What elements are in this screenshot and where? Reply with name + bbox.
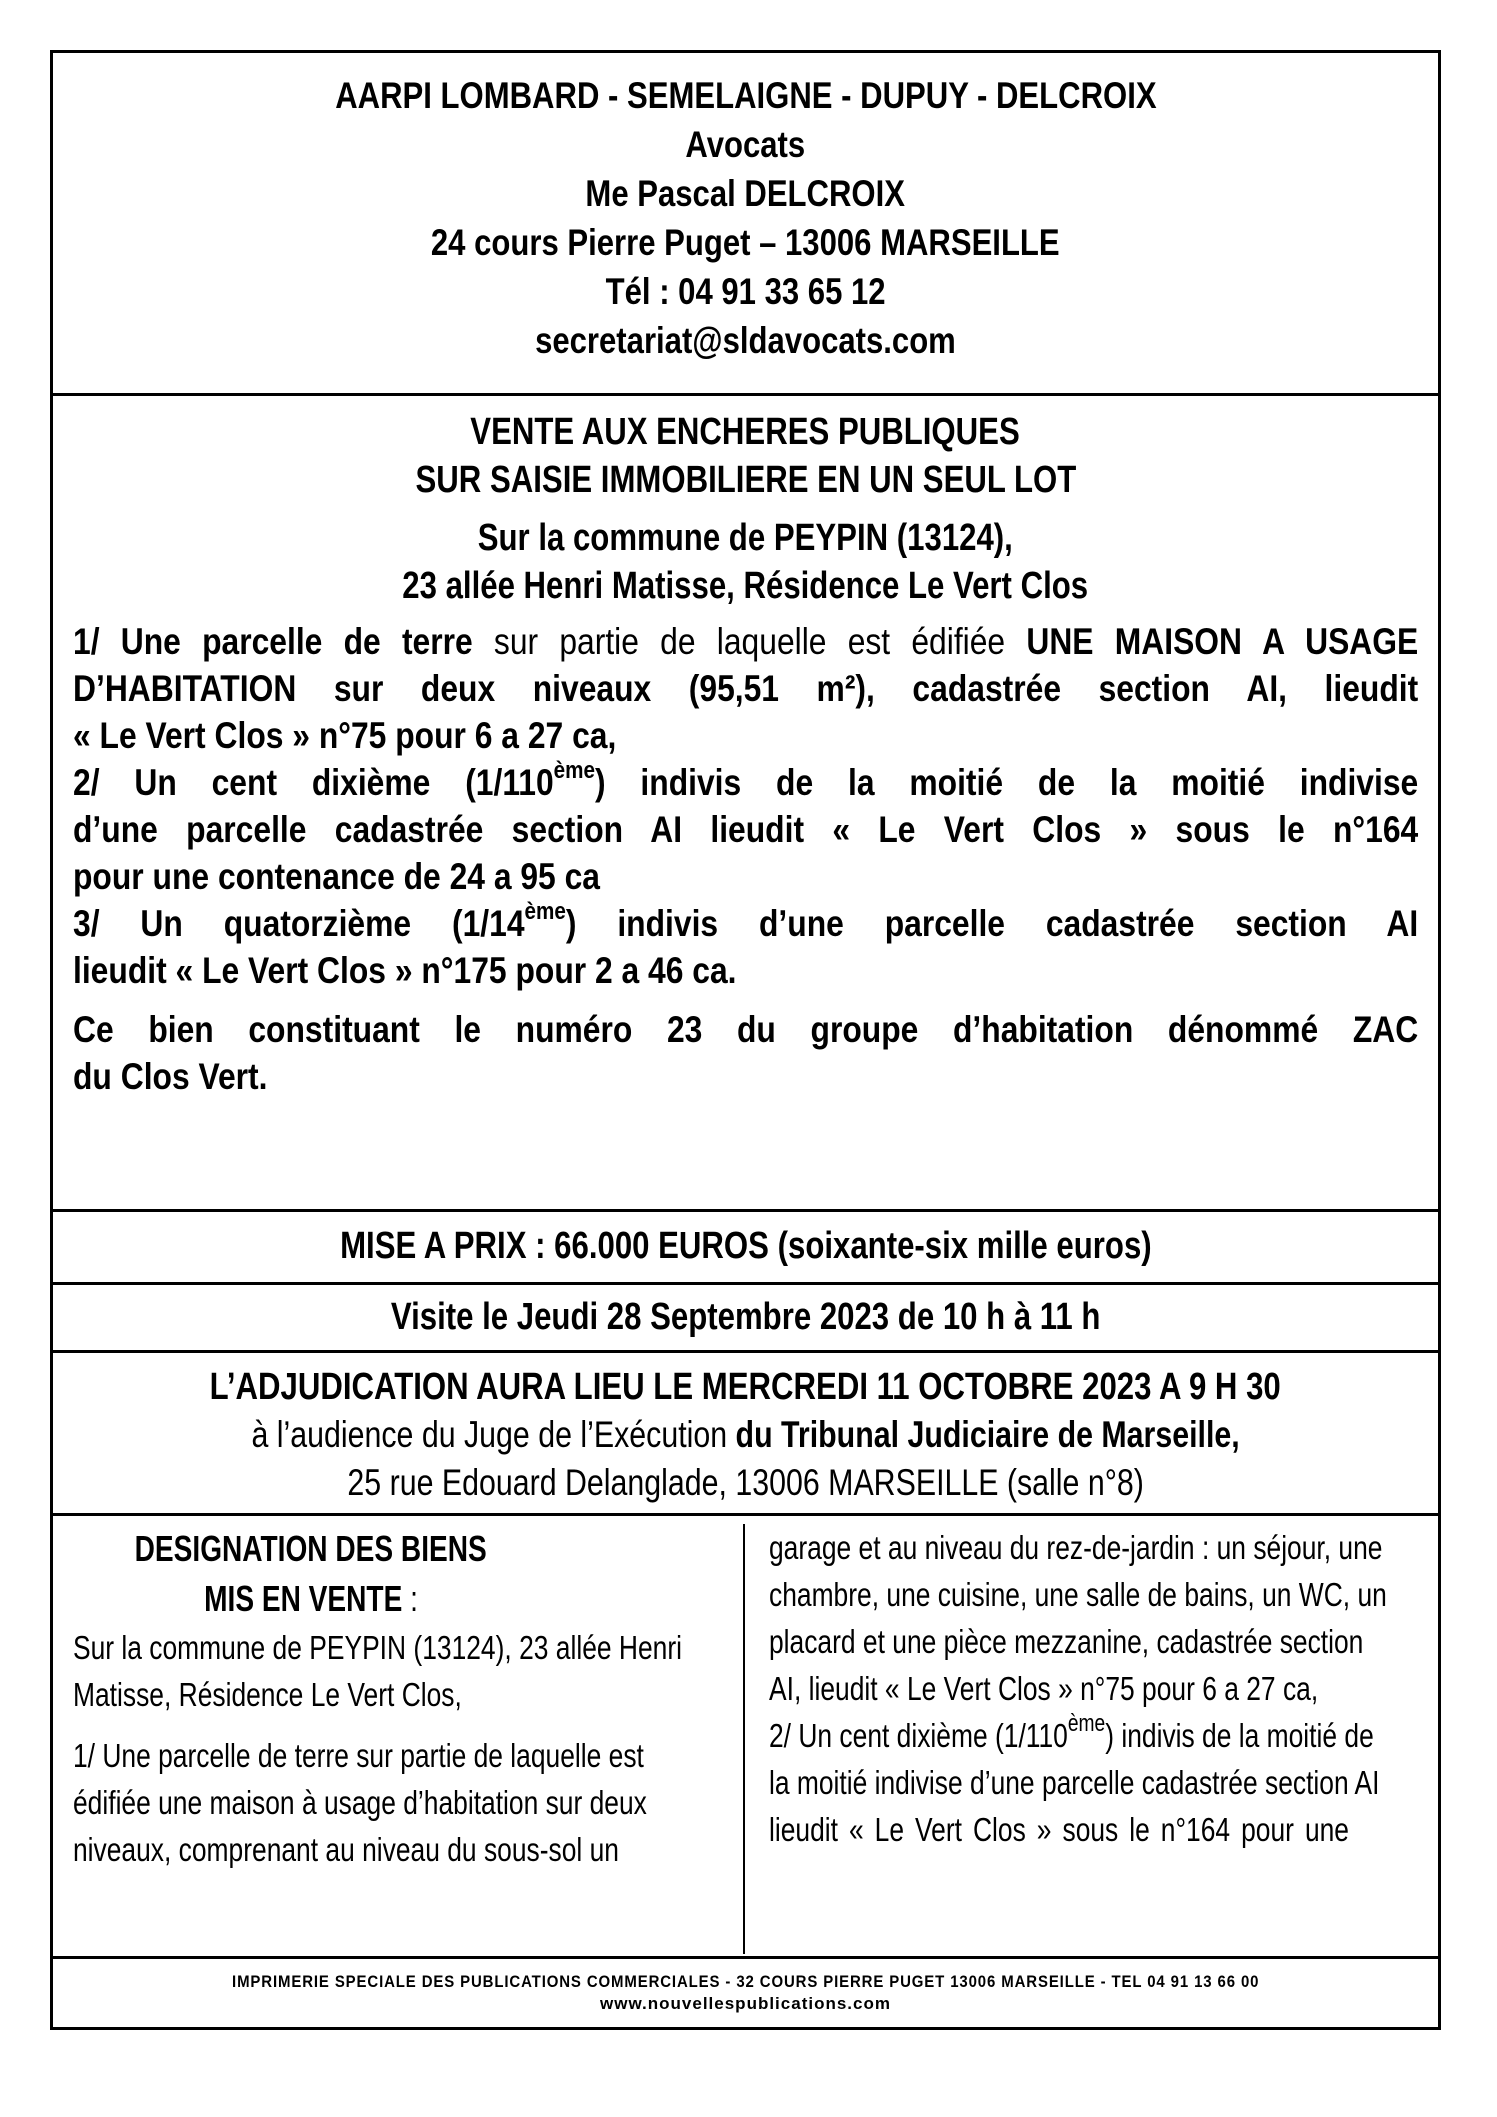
group-line1: Ce bien constituant le numéro 23 du groupe d’habitation dénommé ZAC <box>73 1009 1419 1050</box>
right-line-7: lieudit « Le Vert Clos » sous le n°164 pour une <box>769 1811 1349 1848</box>
designation-left-column <box>73 1524 682 1873</box>
firm-email: secretariat@sldavocats.com <box>535 320 956 361</box>
starting-price <box>53 1212 1438 1282</box>
printer-website[interactable]: www.nouvellespublications.com <box>600 1994 891 2013</box>
legal-notice-frame <box>50 50 1441 2030</box>
designation-right-column <box>769 1524 1387 1853</box>
lot3-line2: lieudit « Le Vert Clos » n°175 pour 2 a 46 ca. <box>73 950 737 991</box>
group-line2: du Clos Vert. <box>73 1056 268 1097</box>
lot2-line1: 2/ Un cent dixième (1/110ème) indivis de la moitié de la moitié indivise <box>73 756 1419 803</box>
lot1-line1: 1/ Une parcelle de terre sur partie de laquelle est édifiée UNE MAISON A USAGE <box>73 621 1419 662</box>
auction-title: L’ADJUDICATION AURA LIEU LE MERCREDI 11 OCTOBRE 2023 A 9 H 30 <box>209 1366 1282 1408</box>
sale-commune: Sur la commune de PEYPIN (13124), <box>477 517 1014 559</box>
right-line-6: la moitié indivise d’une parcelle cadastrée section AI <box>769 1764 1380 1801</box>
left-line-1: Sur la commune de PEYPIN (13124), 23 allée Henri <box>73 1629 682 1666</box>
printer-info: IMPRIMERIE SPECIALE DES PUBLICATIONS COMMERCIALES - 32 COURS PIERRE PUGET 13006 MARSEILLE - TEL 04 91 13 66 00 <box>231 1972 1260 1991</box>
lot3-line1: 3/ Un quatorzième (1/14ème) indivis d’une parcelle cadastrée section AI <box>73 897 1419 944</box>
right-line-2: chambre, une cuisine, une salle de bains, un WC, un <box>769 1576 1387 1613</box>
designation-heading-1: DESIGNATION DES BIENS <box>134 1528 488 1569</box>
firm-phone: Tél : 04 91 33 65 12 <box>605 271 886 312</box>
right-line-4: AI, lieudit « Le Vert Clos » n°75 pour 6 a 27 ca, <box>769 1670 1319 1707</box>
left-line-4: édifiée une maison à usage d’habitation sur deux <box>73 1784 647 1821</box>
property-designation <box>53 1516 1438 1956</box>
lawyer-name: Me Pascal DELCROIX <box>585 173 906 214</box>
lot1-line3: « Le Vert Clos » n°75 pour 6 a 27 ca, <box>73 715 617 756</box>
sale-title-2: SUR SAISIE IMMOBILIERE EN UN SEUL LOT <box>415 459 1076 501</box>
auction-address: 25 rue Edouard Delanglade, 13006 MARSEILLE (salle n°8) <box>347 1462 1144 1503</box>
right-line-3: placard et une pièce mezzanine, cadastrée section <box>769 1623 1364 1660</box>
sale-announcement <box>53 396 1438 1209</box>
sale-title-1: VENTE AUX ENCHERES PUBLIQUES <box>470 411 1021 453</box>
designation-heading-2: MIS EN VENTE : <box>204 1578 418 1619</box>
auction-court: à l’audience du Juge de l’Exécution du Tribunal Judiciaire de Marseille, <box>251 1414 1240 1455</box>
printer-footer <box>53 1959 1438 2033</box>
lot2-line2: d’une parcelle cadastrée section AI lieudit « Le Vert Clos » sous le n°164 <box>73 809 1419 850</box>
visit-text: Visite le Jeudi 28 Septembre 2023 de 10 h à 11 h <box>390 1296 1101 1338</box>
sale-street: 23 allée Henri Matisse, Résidence Le Vert Clos <box>402 565 1089 607</box>
right-line-5: 2/ Un cent dixième (1/110ème) indivis de la moitié de <box>769 1710 1374 1754</box>
visit-info <box>53 1285 1438 1350</box>
lot1-line2: D’HABITATION sur deux niveaux (95,51 m²), cadastrée section AI, lieudit <box>73 668 1419 709</box>
law-firm-header <box>53 53 1438 393</box>
lots-description <box>73 618 1418 1100</box>
firm-name: AARPI LOMBARD - SEMELAIGNE - DUPUY - DELCROIX <box>334 75 1157 116</box>
firm-address: 24 cours Pierre Puget – 13006 MARSEILLE <box>431 222 1060 263</box>
starting-price-text: MISE A PRIX : 66.000 EUROS (soixante-six mille euros) <box>339 1225 1152 1267</box>
left-line-2: Matisse, Résidence Le Vert Clos, <box>73 1676 462 1713</box>
column-divider <box>743 1524 745 1954</box>
auction-info <box>53 1353 1438 1513</box>
left-line-3: 1/ Une parcelle de terre sur partie de laquelle est <box>73 1737 644 1774</box>
lot2-line3: pour une contenance de 24 a 95 ca <box>73 856 600 897</box>
left-line-5: niveaux, comprenant au niveau du sous-sol un <box>73 1831 619 1868</box>
profession: Avocats <box>685 124 806 165</box>
right-line-1: garage et au niveau du rez-de-jardin : un séjour, une <box>769 1529 1383 1566</box>
